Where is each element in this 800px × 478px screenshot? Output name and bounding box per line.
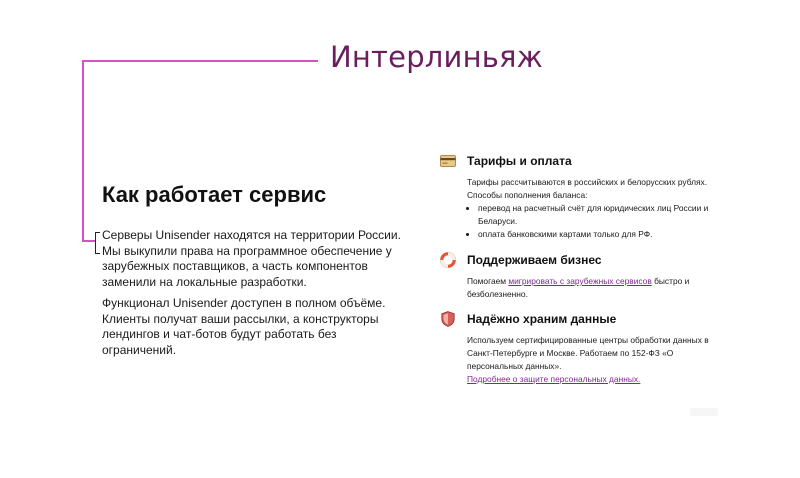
section-support-text-before: Помогаем (467, 276, 509, 286)
section-data-storage-body (467, 334, 710, 386)
annotation-line-vertical (82, 60, 84, 242)
annotation-line-top (82, 60, 318, 62)
lifebuoy-icon (440, 252, 456, 268)
section-data-storage-header (440, 310, 710, 328)
credit-card-icon (440, 153, 456, 169)
line-height-bracket (95, 232, 100, 254)
shield-icon (440, 311, 456, 327)
annotation-label: Интерлиньяж (330, 40, 544, 74)
section-tariffs-title: Тарифы и оплата (467, 154, 572, 168)
payment-method-item: • оплата банковскими картами только для РФ. (478, 228, 710, 241)
section-support (440, 251, 710, 301)
section-data-storage-text: Используем сертифицированные центры обработки данных в Санкт-Петербурге и Москве. Работаем по 152-ФЗ «О персональных данных». (467, 335, 709, 371)
section-data-storage (440, 310, 710, 386)
main-paragraph-2: Функционал Unisender доступен в полном объёме. Клиенты получат ваши рассылки, а конструкторы лендингов и чат-ботов будут работать без ограничений. (102, 296, 386, 357)
payment-methods-list (467, 202, 710, 241)
section-support-body (467, 275, 710, 301)
data-protection-link[interactable]: Подробнее о защите персональных данных. (467, 374, 641, 384)
section-tariffs-header (440, 152, 710, 170)
section-tariffs-body (467, 176, 710, 241)
migrate-services-link[interactable]: мигрировать с зарубежных сервисов (508, 276, 652, 286)
main-paragraph-1: Серверы Unisender находятся на территории России. Мы выкупили права на программное обеспечение у зарубежных поставщиков, а часть компонентов заменили на локальные разработки. (102, 228, 401, 289)
section-support-header (440, 251, 710, 269)
annotation-line-bottom (82, 240, 96, 242)
section-data-storage-title: Надёжно храним данные (467, 312, 617, 326)
payment-method-item: • перевод на расчетный счёт для юридических лиц России и Беларуси. (478, 202, 710, 228)
section-support-title: Поддерживаем бизнес (467, 253, 602, 267)
section-tariffs-intro: Тарифы рассчитываются в российских и белорусских рублях. Способы пополнения баланса: (467, 177, 708, 200)
faded-divider (690, 408, 718, 416)
section-support-text-after: быстро и безболезненно. (467, 276, 690, 299)
section-tariffs (440, 152, 710, 241)
main-title: Как работает сервис (102, 182, 327, 207)
